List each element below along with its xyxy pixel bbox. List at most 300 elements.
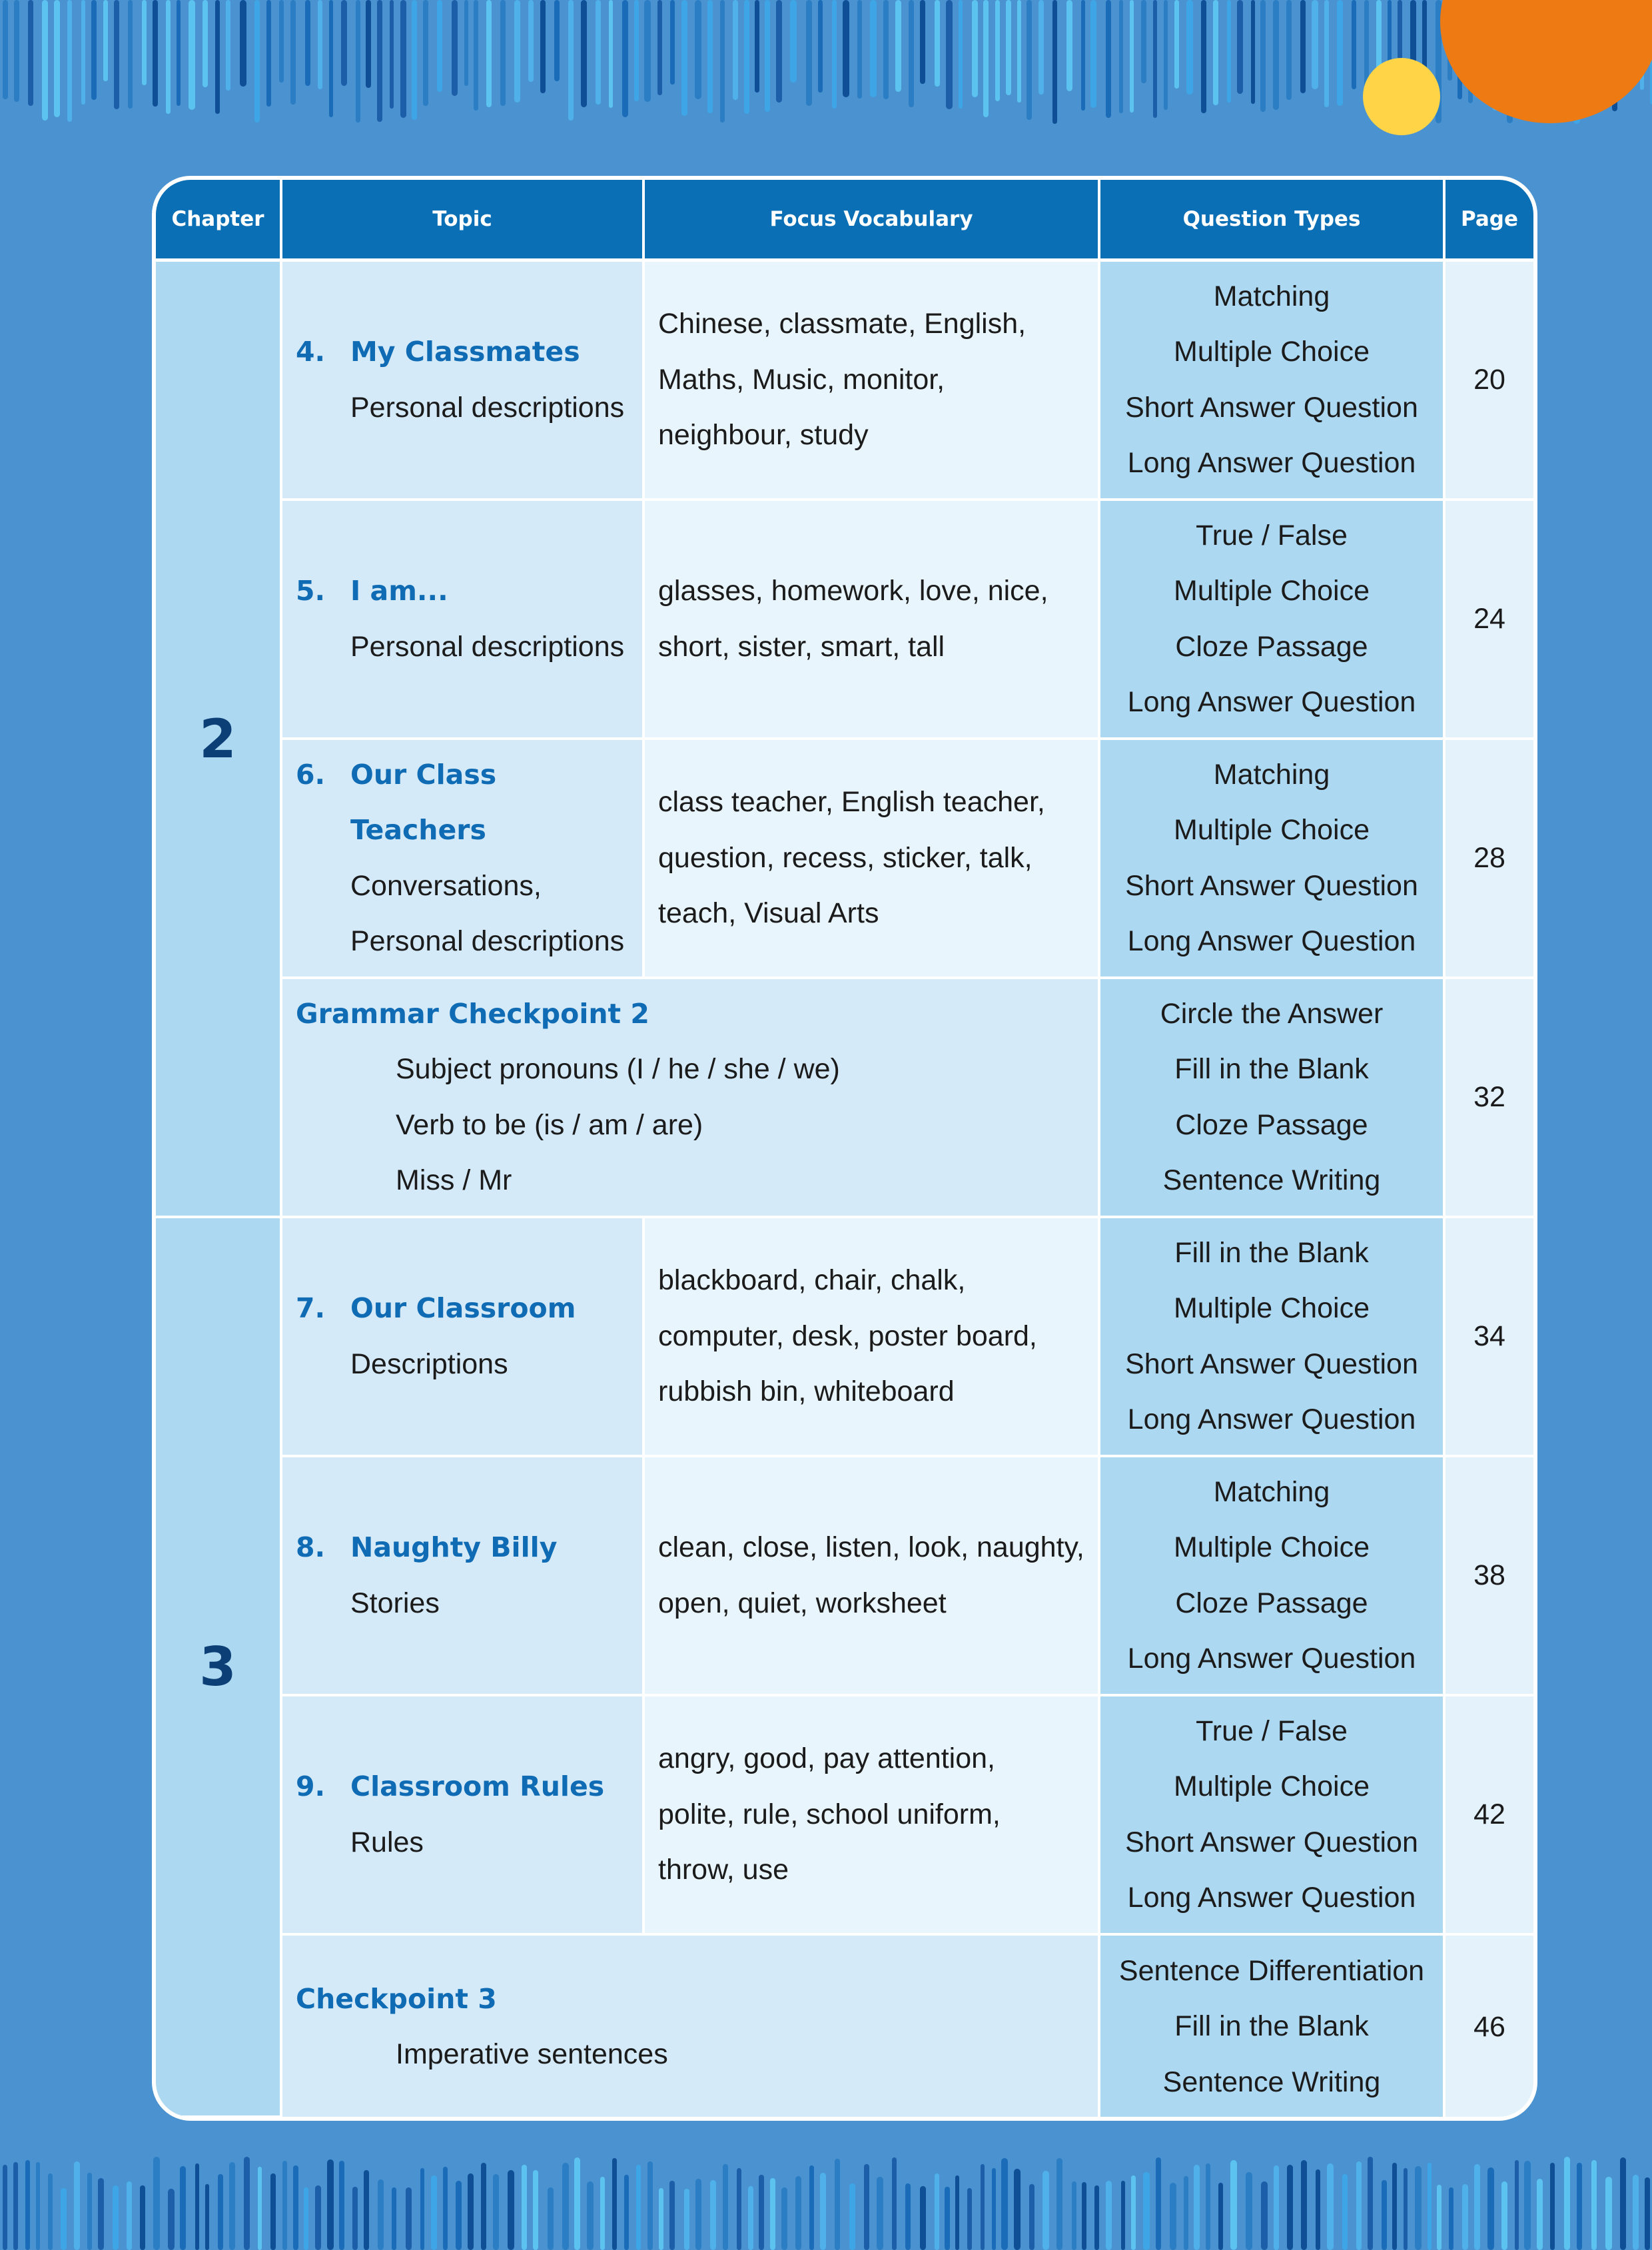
- unit-number: 5.: [296, 575, 326, 607]
- stripe-line: [883, 0, 889, 99]
- header-topic: Topic: [282, 180, 645, 262]
- stripe-line: [1437, 2185, 1442, 2250]
- stripe-line: [1515, 2160, 1519, 2250]
- stripe-line: [895, 0, 901, 92]
- unit-title-continued: Teachers: [350, 814, 486, 846]
- checkpoint-item: Verb to be (is / am / are): [396, 1108, 703, 1141]
- stripe-line: [406, 2187, 412, 2250]
- stripe-line: [153, 2157, 160, 2250]
- stripe-line: [581, 0, 587, 107]
- stripe-line: [412, 0, 417, 120]
- unit-subtitle: Personal descriptions: [350, 925, 625, 957]
- unit-subtitle: Personal descriptions: [350, 630, 625, 663]
- question-type: Multiple Choice: [1174, 1531, 1370, 1563]
- stripe-line: [1645, 2177, 1650, 2250]
- stripe-line: [636, 2165, 641, 2250]
- question-type: Sentence Writing: [1162, 1164, 1381, 1196]
- stripe-line: [1156, 2157, 1161, 2250]
- unit-subtitle: Conversations,: [350, 869, 542, 902]
- page-number: 32: [1473, 1081, 1505, 1113]
- stripe-line: [1131, 2175, 1136, 2250]
- vocabulary-line: question, recess, sticker, talk,: [658, 841, 1032, 874]
- checkpoint-cell: [282, 1936, 1100, 2118]
- stripe-line: [1251, 0, 1255, 104]
- unit-number: 7.: [296, 1292, 326, 1324]
- page-number: 34: [1473, 1320, 1505, 1352]
- stripe-line: [759, 2175, 764, 2250]
- unit-subtitle: Rules: [350, 1826, 424, 1858]
- stripe-line: [1052, 0, 1057, 124]
- stripe-line: [142, 0, 147, 85]
- question-type: Short Answer Question: [1125, 1347, 1418, 1380]
- vocabulary-line: class teacher, English teacher,: [658, 786, 1045, 819]
- stripe-line: [1121, 2181, 1125, 2250]
- question-type: Fill in the Blank: [1174, 1053, 1369, 1085]
- stripe-line: [992, 2168, 996, 2250]
- stripe-line: [1082, 2182, 1086, 2250]
- stripe-line: [1001, 2158, 1008, 2250]
- stripe-line: [305, 0, 310, 86]
- unit-subtitle: Descriptions: [350, 1347, 508, 1380]
- stripe-line: [1620, 2157, 1626, 2250]
- stripe-line: [522, 2165, 527, 2250]
- stripe-line: [364, 2170, 369, 2250]
- stripe-line: [205, 2184, 209, 2250]
- topic-cell: [282, 1457, 645, 1696]
- stripe-line: [1194, 2165, 1200, 2250]
- stripe-line: [74, 2161, 80, 2250]
- page-cell: [1446, 740, 1533, 979]
- stripe-line: [1029, 2184, 1034, 2250]
- question-type: Long Answer Question: [1127, 1643, 1416, 1675]
- stripe-line: [748, 2186, 753, 2250]
- stripe-line: [493, 2174, 499, 2250]
- stripe-line: [481, 2163, 486, 2250]
- vocabulary-line: glasses, homework, love, nice,: [658, 575, 1048, 607]
- stripe-line: [1577, 2163, 1582, 2250]
- unit-title: Our Class: [350, 758, 497, 791]
- stripe-line: [431, 2175, 437, 2250]
- stripe-line: [1213, 0, 1218, 105]
- stripe-line: [1072, 2181, 1076, 2250]
- chapter-number: 3: [156, 1218, 282, 2118]
- question-type: Long Answer Question: [1127, 686, 1416, 718]
- question-type: True / False: [1196, 1714, 1348, 1747]
- stripe-line: [1184, 2176, 1188, 2250]
- stripe-line: [609, 0, 613, 108]
- checkpoint-item: Imperative sentences: [396, 2038, 668, 2070]
- table-row: [156, 1457, 1533, 1696]
- stripe-line: [849, 2183, 855, 2250]
- yellow-circle-decoration: [1363, 58, 1440, 135]
- stripe-line: [356, 0, 360, 123]
- stripe-line: [554, 0, 560, 81]
- stripe-line: [967, 2188, 972, 2250]
- stripe-line: [1273, 0, 1279, 110]
- vocabulary-cell: [645, 740, 1100, 979]
- stripe-line: [857, 0, 862, 99]
- stripe-line: [279, 0, 284, 83]
- stripe-line: [3, 2165, 7, 2250]
- stripe-line: [390, 0, 394, 109]
- page-number: 20: [1473, 364, 1505, 396]
- stripe-line: [423, 0, 428, 106]
- checkpoint-item: Miss / Mr: [396, 1164, 512, 1196]
- stripe-line: [1227, 0, 1231, 103]
- stripe-line: [1230, 2160, 1237, 2250]
- vocabulary-line: teach, Visual Arts: [658, 897, 879, 930]
- stripe-line: [166, 0, 171, 114]
- stripe-line: [983, 0, 989, 117]
- stripe-line: [684, 2189, 689, 2250]
- question-type: Sentence Differentiation: [1118, 1954, 1425, 1987]
- stripe-line: [972, 0, 978, 97]
- stripe-line: [1237, 0, 1243, 94]
- stripe-line: [254, 0, 260, 123]
- topic-cell: [282, 262, 645, 501]
- question-types-cell: [1100, 1936, 1446, 2118]
- stripe-line: [1081, 0, 1085, 111]
- vocabulary-line: Chinese, classmate, English,: [658, 308, 1027, 340]
- stripe-line: [1201, 0, 1206, 113]
- stripe-line: [695, 0, 701, 99]
- stripe-line: [669, 2181, 675, 2250]
- stripe-line: [218, 2174, 223, 2250]
- stripe-line: [528, 0, 534, 82]
- stripe-line: [456, 2181, 462, 2250]
- vocabulary-cell: [645, 501, 1100, 740]
- checkpoint-row: [156, 1936, 1533, 2118]
- vocabulary-line: open, quiet, worksheet: [658, 1587, 947, 1619]
- stripe-line: [659, 2188, 663, 2250]
- unit-title: Our Classroom: [350, 1292, 576, 1324]
- topic-cell: [282, 1696, 645, 1936]
- stripe-line: [366, 0, 371, 88]
- vocabulary-line: throw, use: [658, 1854, 789, 1886]
- stripe-line: [352, 2187, 358, 2250]
- page-number: 46: [1473, 2010, 1505, 2043]
- stripe-line: [81, 0, 85, 105]
- stripe-line: [795, 2176, 801, 2250]
- stripe-line: [737, 2168, 741, 2250]
- question-type: Cloze Passage: [1175, 1108, 1368, 1141]
- question-type: Multiple Choice: [1174, 1292, 1370, 1324]
- stripe-line: [229, 2162, 235, 2250]
- stripe-line: [765, 0, 770, 112]
- stripe-line: [128, 0, 133, 109]
- stripe-line: [1564, 2157, 1570, 2250]
- stripe-line: [670, 0, 675, 85]
- question-types-cell: [1100, 1457, 1446, 1696]
- stripe-line: [195, 2163, 199, 2250]
- question-type: Long Answer Question: [1127, 447, 1416, 479]
- stripe-line: [67, 0, 72, 122]
- stripe-line: [587, 2181, 594, 2250]
- question-type: Long Answer Question: [1127, 1882, 1416, 1914]
- page-cell: [1446, 1218, 1533, 1457]
- stripe-line: [870, 0, 877, 97]
- vocabulary-cell: [645, 262, 1100, 501]
- stripe-line: [1094, 2185, 1099, 2250]
- stripe-line: [452, 0, 458, 96]
- question-types-cell: [1100, 262, 1446, 501]
- unit-number: 8.: [296, 1531, 326, 1563]
- stripe-line: [339, 2161, 344, 2250]
- topic-cell: [282, 1218, 645, 1457]
- stripe-line: [327, 2159, 334, 2250]
- stripe-line: [1006, 0, 1011, 95]
- stripe-line: [935, 2173, 939, 2250]
- stripe-line: [28, 0, 33, 106]
- stripe-line: [1186, 0, 1193, 95]
- stripe-line: [318, 0, 322, 89]
- page-cell: [1446, 1696, 1533, 1936]
- stripe-line: [468, 2173, 474, 2250]
- question-type: Short Answer Question: [1125, 869, 1418, 902]
- stripe-line: [244, 2157, 250, 2250]
- stripe-line: [995, 0, 1000, 101]
- stripe-line: [266, 0, 271, 107]
- stripe-line: [920, 2186, 926, 2250]
- stripe-line: [981, 2164, 985, 2250]
- header-question-types: Question Types: [1100, 180, 1446, 262]
- stripe-line: [1260, 0, 1266, 112]
- stripe-line: [835, 2159, 840, 2250]
- stripe-line: [304, 2187, 308, 2250]
- page-cell: [1446, 1457, 1533, 1696]
- stripe-line: [443, 2167, 448, 2250]
- stripe-line: [1106, 0, 1111, 118]
- question-type: Long Answer Question: [1127, 1403, 1416, 1435]
- stripe-line: [1042, 2171, 1049, 2250]
- stripe-line: [1206, 2163, 1210, 2250]
- stripe-line: [945, 2187, 950, 2250]
- stripe-line: [1038, 0, 1044, 95]
- stripe-line: [113, 2185, 119, 2250]
- stripe-line: [1591, 2160, 1597, 2250]
- contents-table-frame: [152, 176, 1537, 2121]
- stripe-line: [508, 2170, 514, 2250]
- table-row: [156, 501, 1533, 740]
- vocabulary-line: short, sister, smart, tall: [658, 630, 945, 663]
- stripe-line: [1501, 2181, 1507, 2250]
- vocabulary-line: Maths, Music, monitor,: [658, 363, 945, 396]
- checkpoint-row: [156, 979, 1533, 1218]
- stripe-line: [622, 0, 628, 117]
- question-type: Multiple Choice: [1174, 575, 1370, 607]
- page-number: 28: [1473, 842, 1505, 874]
- stripe-line: [474, 0, 478, 111]
- stripe-line: [877, 2177, 883, 2250]
- stripe-line: [1130, 0, 1134, 113]
- stripe-line: [1246, 2172, 1252, 2250]
- stripe-line: [1449, 2187, 1453, 2250]
- stripe-line: [203, 0, 208, 87]
- header-focus-vocabulary: Focus Vocabulary: [645, 180, 1100, 262]
- stripe-line: [1327, 2163, 1334, 2250]
- stripe-line: [720, 0, 725, 123]
- stripe-line: [378, 2179, 384, 2250]
- question-type: Multiple Choice: [1174, 336, 1370, 368]
- question-type: True / False: [1196, 519, 1348, 552]
- unit-number: 9.: [296, 1770, 326, 1802]
- stripe-line: [818, 0, 823, 93]
- stripe-line: [1337, 0, 1343, 106]
- chapter-number: 2: [156, 262, 282, 1218]
- stripe-line: [315, 2185, 321, 2250]
- stripe-line: [1301, 2160, 1307, 2250]
- stripe-line: [755, 0, 759, 93]
- stripe-line: [98, 2178, 104, 2250]
- question-type: Matching: [1213, 1475, 1330, 1508]
- stripe-line: [341, 0, 347, 86]
- stripe-line: [574, 2157, 580, 2250]
- stripe-line: [892, 2157, 897, 2250]
- stripe-line: [596, 0, 601, 105]
- stripe-line: [843, 0, 849, 97]
- stripe-line: [1286, 0, 1292, 100]
- topic-cell: [282, 501, 645, 740]
- page-number: 38: [1473, 1559, 1505, 1591]
- stripe-line: [103, 0, 108, 81]
- stripe-line: [1143, 2172, 1150, 2250]
- question-type: Short Answer Question: [1125, 1826, 1418, 1858]
- question-type: Matching: [1213, 280, 1330, 312]
- vocabulary-cell: [645, 1457, 1100, 1696]
- stripe-line: [377, 0, 382, 122]
- stripe-line: [644, 0, 651, 102]
- vocabulary-line: rubbish bin, whiteboard: [658, 1375, 955, 1408]
- stripe-line: [14, 0, 19, 102]
- stripe-line: [1274, 2165, 1279, 2250]
- question-type: Short Answer Question: [1125, 391, 1418, 424]
- stripe-line: [1415, 2166, 1422, 2250]
- question-type: Long Answer Question: [1127, 925, 1416, 957]
- checkpoint-item: Subject pronouns (I / he / she / we): [396, 1053, 840, 1085]
- stripe-line: [258, 2167, 262, 2250]
- stripe-line: [1524, 2161, 1531, 2250]
- stripe-line: [1312, 0, 1318, 89]
- stripe-line: [500, 0, 506, 106]
- stripe-line: [293, 2165, 298, 2250]
- stripe-line: [1474, 2164, 1480, 2250]
- question-types-cell: [1100, 979, 1446, 1218]
- topic-cell: [282, 740, 645, 979]
- stripe-line: [946, 0, 953, 109]
- stripe-line: [657, 0, 662, 95]
- stripe-line: [514, 0, 520, 103]
- stripe-line: [1356, 2161, 1362, 2250]
- unit-subtitle: Stories: [350, 1587, 440, 1619]
- stripe-line: [1027, 0, 1032, 120]
- vocabulary-line: computer, desk, poster board,: [658, 1319, 1037, 1352]
- stripe-line: [707, 0, 713, 113]
- table-header-row: [156, 180, 1533, 262]
- vocabulary-line: clean, close, listen, look, naughty,: [658, 1531, 1084, 1563]
- question-type: Fill in the Blank: [1174, 1236, 1369, 1269]
- stripe-line: [864, 2164, 869, 2250]
- page-number: 24: [1473, 603, 1505, 635]
- stripe-line: [1428, 2163, 1432, 2250]
- stripe-line: [1537, 2179, 1543, 2250]
- table-row: [156, 1696, 1533, 1936]
- header-page: Page: [1446, 180, 1533, 262]
- stripe-line: [540, 0, 546, 93]
- stripe-line: [400, 0, 406, 118]
- question-type: Cloze Passage: [1175, 630, 1368, 663]
- stripe-line: [920, 0, 925, 84]
- question-type: Fill in the Blank: [1174, 2010, 1369, 2043]
- stripe-line: [486, 0, 492, 107]
- stripe-line: [464, 0, 468, 86]
- page-cell: [1446, 979, 1533, 1218]
- question-type: Sentence Writing: [1162, 2065, 1381, 2098]
- stripe-line: [1153, 0, 1157, 118]
- stripe-line: [215, 0, 220, 114]
- stripe-line: [1382, 2180, 1387, 2250]
- stripe-line: [723, 2164, 728, 2250]
- stripe-line: [1218, 2183, 1223, 2250]
- stripe-line: [290, 0, 296, 105]
- stripe-line: [955, 2175, 959, 2250]
- checkpoint-cell: [282, 979, 1100, 1218]
- stripe-line: [1316, 2169, 1320, 2250]
- stripe-line: [600, 2177, 605, 2250]
- unit-subtitle: Personal descriptions: [350, 391, 625, 424]
- table-row: [156, 1218, 1533, 1457]
- stripe-line: [1324, 0, 1329, 107]
- table-row: [156, 262, 1533, 501]
- stripe-line: [806, 0, 812, 106]
- question-type: Cloze Passage: [1175, 1587, 1368, 1619]
- stripe-line: [770, 2178, 775, 2250]
- checkpoint-title: Checkpoint 3: [296, 1982, 497, 2015]
- stripe-line: [437, 0, 442, 92]
- stripe-line: [1106, 2181, 1112, 2250]
- unit-number: 4.: [296, 336, 326, 368]
- unit-title: Naughty Billy: [350, 1531, 558, 1563]
- stripe-line: [733, 0, 738, 100]
- unit-title: I am...: [350, 575, 448, 607]
- stripe-line: [1014, 2169, 1021, 2250]
- stripe-line: [1392, 2163, 1397, 2250]
- stripe-line: [127, 2181, 132, 2250]
- stripe-line: [140, 2185, 145, 2250]
- question-types-cell: [1100, 740, 1446, 979]
- stripe-line: [1090, 0, 1096, 108]
- stripe-line: [744, 0, 749, 114]
- stripe-line: [282, 2161, 287, 2250]
- stripe-line: [189, 0, 195, 110]
- header-chapter: Chapter: [156, 180, 282, 262]
- stripe-line: [548, 2187, 554, 2250]
- stripe-line: [1404, 2168, 1408, 2250]
- contents-table: [156, 180, 1533, 2118]
- unit-title: Classroom Rules: [350, 1770, 605, 1802]
- stripe-line: [905, 2183, 911, 2250]
- stripe-line: [36, 2162, 40, 2250]
- question-types-cell: [1100, 1696, 1446, 1936]
- stripe-line: [647, 2161, 653, 2250]
- stripe-line: [420, 2168, 424, 2250]
- page-number: 42: [1473, 1798, 1505, 1830]
- stripe-line: [634, 0, 639, 101]
- stripe-line: [1605, 2177, 1612, 2250]
- stripe-line: [832, 0, 837, 109]
- stripe-line: [1342, 2174, 1348, 2250]
- stripe-line: [87, 2173, 92, 2250]
- stripe-line: [790, 0, 797, 83]
